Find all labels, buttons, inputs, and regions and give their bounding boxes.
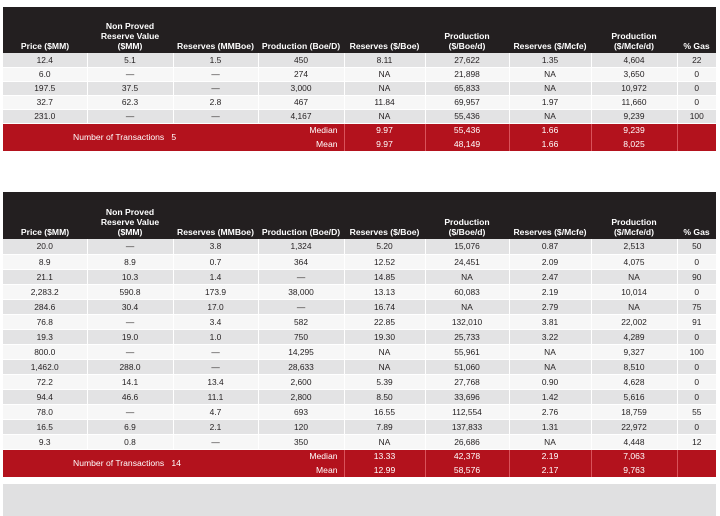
cell-production-per-boed: NA	[425, 269, 509, 284]
table-row	[3, 329, 716, 344]
cell-price: 78.0	[3, 404, 87, 419]
col-header-reserves-per-mcfe: Reserves ($/Mcfe)	[509, 7, 591, 53]
cell-price: 800.0	[3, 344, 87, 359]
median-reserves-per-mcfe: 2.19	[509, 449, 591, 463]
mean-production-per-boed: 48,149	[425, 137, 509, 151]
cell-non-proved-value: 14.1	[87, 374, 173, 389]
cell-price: 20.0	[3, 239, 87, 254]
cell-reserves-per-boe: 12.52	[344, 254, 425, 269]
median-production-per-mcfed: 9,239	[591, 123, 677, 137]
cell-pct-gas: 0	[677, 329, 716, 344]
table-row	[3, 344, 716, 359]
col-header-production-boed: Production (Boe/D)	[258, 7, 344, 53]
cell-reserves-per-boe: NA	[344, 109, 425, 123]
cell-production-per-mcfed: 4,289	[591, 329, 677, 344]
cell-reserves-per-mcfe: 0.87	[509, 239, 591, 254]
table-row	[3, 284, 716, 299]
cell-reserves-mmboe: —	[173, 109, 258, 123]
transactions-table-2	[3, 192, 716, 477]
cell-production-boed: 582	[258, 314, 344, 329]
cell-production-per-boed: NA	[425, 299, 509, 314]
cell-non-proved-value: —	[87, 404, 173, 419]
cell-production-per-boed: 65,833	[425, 81, 509, 95]
summary-row-median	[3, 449, 716, 463]
table-row	[3, 419, 716, 434]
table-1-header-row	[3, 7, 716, 53]
cell-reserves-per-boe: 16.74	[344, 299, 425, 314]
cell-price: 284.6	[3, 299, 87, 314]
cell-reserves-per-mcfe: NA	[509, 344, 591, 359]
cell-production-per-mcfed: 4,448	[591, 434, 677, 449]
cell-production-per-boed: 33,696	[425, 389, 509, 404]
transactions-count: 14	[171, 458, 181, 469]
cell-production-per-boed: 55,436	[425, 109, 509, 123]
cell-reserves-per-mcfe: 2.79	[509, 299, 591, 314]
cell-non-proved-value: —	[87, 344, 173, 359]
cell-reserves-mmboe: —	[173, 434, 258, 449]
cell-production-boed: 4,167	[258, 109, 344, 123]
cell-production-per-mcfed: NA	[591, 269, 677, 284]
median-label: Median	[258, 449, 344, 463]
cell-reserves-per-boe: 5.20	[344, 239, 425, 254]
cell-price: 12.4	[3, 53, 87, 67]
cell-production-per-boed: 137,833	[425, 419, 509, 434]
cell-production-per-boed: 27,622	[425, 53, 509, 67]
mean-reserves-per-boe: 9.97	[344, 137, 425, 151]
mean-empty	[677, 137, 716, 151]
table-2-summary	[3, 449, 716, 477]
cell-non-proved-value: 288.0	[87, 359, 173, 374]
cell-pct-gas: 100	[677, 109, 716, 123]
median-production-per-boed: 55,436	[425, 123, 509, 137]
cell-reserves-per-mcfe: NA	[509, 81, 591, 95]
cell-production-boed: 467	[258, 95, 344, 109]
cell-production-per-mcfed: 11,660	[591, 95, 677, 109]
cell-price: 72.2	[3, 374, 87, 389]
cell-pct-gas: 100	[677, 344, 716, 359]
table-row	[3, 374, 716, 389]
cell-reserves-per-boe: 16.55	[344, 404, 425, 419]
cell-pct-gas: 0	[677, 81, 716, 95]
cell-production-per-boed: 26,686	[425, 434, 509, 449]
cell-production-boed: 120	[258, 419, 344, 434]
cell-production-boed: 693	[258, 404, 344, 419]
cell-reserves-per-mcfe: NA	[509, 109, 591, 123]
cell-production-per-mcfed: 9,327	[591, 344, 677, 359]
cell-reserves-per-mcfe: 0.90	[509, 374, 591, 389]
cell-reserves-per-mcfe: NA	[509, 359, 591, 374]
cell-reserves-mmboe: —	[173, 344, 258, 359]
table-row	[3, 299, 716, 314]
cell-reserves-per-boe: NA	[344, 81, 425, 95]
cell-production-per-boed: 69,957	[425, 95, 509, 109]
cell-price: 9.3	[3, 434, 87, 449]
cell-non-proved-value: —	[87, 67, 173, 81]
table-1-summary	[3, 123, 716, 151]
cell-production-boed: 274	[258, 67, 344, 81]
col-header-reserves-per-mcfe: Reserves ($/Mcfe)	[509, 192, 591, 239]
cell-production-per-boed: 25,733	[425, 329, 509, 344]
cell-non-proved-value: 46.6	[87, 389, 173, 404]
col-header-production-per-boed: Production ($/Boe/d)	[425, 192, 509, 239]
cell-production-per-mcfed: 22,972	[591, 419, 677, 434]
cell-reserves-per-mcfe: 2.76	[509, 404, 591, 419]
cell-production-per-mcfed: 18,759	[591, 404, 677, 419]
table-row	[3, 254, 716, 269]
cell-reserves-per-boe: NA	[344, 359, 425, 374]
cell-pct-gas: 91	[677, 314, 716, 329]
cell-reserves-mmboe: 1.4	[173, 269, 258, 284]
cell-reserves-per-mcfe: 2.19	[509, 284, 591, 299]
cell-price: 197.5	[3, 81, 87, 95]
cell-non-proved-value: 30.4	[87, 299, 173, 314]
table-row	[3, 434, 716, 449]
mean-reserves-per-mcfe: 1.66	[509, 137, 591, 151]
cell-reserves-per-boe: 8.50	[344, 389, 425, 404]
cell-non-proved-value: 10.3	[87, 269, 173, 284]
table-row	[3, 269, 716, 284]
mean-reserves-per-boe: 12.99	[344, 463, 425, 477]
col-header-reserves-mmboe: Reserves (MMBoe)	[173, 192, 258, 239]
table-row	[3, 53, 716, 67]
cell-price: 94.4	[3, 389, 87, 404]
cell-production-boed: —	[258, 299, 344, 314]
table-row	[3, 239, 716, 254]
footer-band	[3, 484, 716, 516]
cell-reserves-per-mcfe: 2.47	[509, 269, 591, 284]
cell-reserves-per-boe: 5.39	[344, 374, 425, 389]
median-reserves-per-boe: 9.97	[344, 123, 425, 137]
mean-reserves-per-mcfe: 2.17	[509, 463, 591, 477]
col-header-price: Price ($MM)	[3, 192, 87, 239]
transactions-label: Number of Transactions	[73, 458, 165, 469]
cell-non-proved-value: 0.8	[87, 434, 173, 449]
cell-reserves-per-mcfe: NA	[509, 434, 591, 449]
cell-price: 16.5	[3, 419, 87, 434]
cell-reserves-per-mcfe: 3.81	[509, 314, 591, 329]
cell-production-boed: 3,000	[258, 81, 344, 95]
cell-reserves-per-boe: 8.11	[344, 53, 425, 67]
cell-production-boed: 1,324	[258, 239, 344, 254]
col-header-reserves-per-boe: Reserves ($/Boe)	[344, 7, 425, 53]
table-row	[3, 389, 716, 404]
cell-reserves-per-boe: 7.89	[344, 419, 425, 434]
cell-non-proved-value: 19.0	[87, 329, 173, 344]
cell-reserves-mmboe: —	[173, 81, 258, 95]
median-empty	[677, 449, 716, 463]
cell-non-proved-value: 5.1	[87, 53, 173, 67]
table-row	[3, 109, 716, 123]
transactions-count-cell	[3, 123, 258, 151]
cell-production-per-boed: 112,554	[425, 404, 509, 419]
cell-reserves-per-boe: 22.85	[344, 314, 425, 329]
cell-reserves-per-boe: NA	[344, 344, 425, 359]
cell-reserves-mmboe: 13.4	[173, 374, 258, 389]
cell-production-boed: 38,000	[258, 284, 344, 299]
cell-price: 19.3	[3, 329, 87, 344]
cell-reserves-mmboe: 11.1	[173, 389, 258, 404]
cell-production-boed: —	[258, 269, 344, 284]
cell-reserves-mmboe: 17.0	[173, 299, 258, 314]
cell-price: 32.7	[3, 95, 87, 109]
cell-pct-gas: 0	[677, 284, 716, 299]
cell-reserves-mmboe: 4.7	[173, 404, 258, 419]
table-row	[3, 359, 716, 374]
col-header-pct-gas: % Gas	[677, 7, 716, 53]
cell-reserves-mmboe: 0.7	[173, 254, 258, 269]
cell-production-per-boed: 55,961	[425, 344, 509, 359]
col-header-reserves-per-boe: Reserves ($/Boe)	[344, 192, 425, 239]
cell-production-boed: 750	[258, 329, 344, 344]
cell-production-boed: 28,633	[258, 359, 344, 374]
cell-non-proved-value: —	[87, 239, 173, 254]
col-header-production-per-boed: Production ($/Boe/d)	[425, 7, 509, 53]
col-header-non-proved-value: Non Proved Reserve Value ($MM)	[87, 7, 173, 53]
cell-reserves-per-mcfe: 3.22	[509, 329, 591, 344]
cell-production-boed: 350	[258, 434, 344, 449]
cell-production-boed: 364	[258, 254, 344, 269]
table-row	[3, 95, 716, 109]
cell-reserves-per-boe: NA	[344, 434, 425, 449]
cell-pct-gas: 55	[677, 404, 716, 419]
cell-production-per-mcfed: 4,628	[591, 374, 677, 389]
table-1-body	[3, 53, 716, 123]
mean-production-per-boed: 58,576	[425, 463, 509, 477]
table-2-header-row	[3, 192, 716, 239]
mean-empty	[677, 463, 716, 477]
cell-production-per-mcfed: NA	[591, 299, 677, 314]
cell-production-per-boed: 21,898	[425, 67, 509, 81]
cell-non-proved-value: 8.9	[87, 254, 173, 269]
cell-production-per-mcfed: 9,239	[591, 109, 677, 123]
cell-production-boed: 2,800	[258, 389, 344, 404]
cell-production-per-mcfed: 22,002	[591, 314, 677, 329]
col-header-price: Price ($MM)	[3, 7, 87, 53]
median-label: Median	[258, 123, 344, 137]
cell-non-proved-value: 590.8	[87, 284, 173, 299]
cell-non-proved-value: —	[87, 314, 173, 329]
cell-production-boed: 450	[258, 53, 344, 67]
col-header-pct-gas: % Gas	[677, 192, 716, 239]
mean-label: Mean	[258, 463, 344, 477]
median-reserves-per-boe: 13.33	[344, 449, 425, 463]
cell-reserves-per-mcfe: 1.35	[509, 53, 591, 67]
cell-pct-gas: 0	[677, 419, 716, 434]
cell-production-boed: 2,600	[258, 374, 344, 389]
median-reserves-per-mcfe: 1.66	[509, 123, 591, 137]
cell-reserves-mmboe: 2.1	[173, 419, 258, 434]
cell-reserves-mmboe: 173.9	[173, 284, 258, 299]
median-empty	[677, 123, 716, 137]
cell-production-per-mcfed: 10,972	[591, 81, 677, 95]
cell-production-per-mcfed: 8,510	[591, 359, 677, 374]
cell-price: 231.0	[3, 109, 87, 123]
cell-reserves-per-boe: 19.30	[344, 329, 425, 344]
cell-reserves-mmboe: 2.8	[173, 95, 258, 109]
cell-non-proved-value: 6.9	[87, 419, 173, 434]
cell-reserves-per-mcfe: 1.97	[509, 95, 591, 109]
table-row	[3, 67, 716, 81]
cell-pct-gas: 22	[677, 53, 716, 67]
cell-reserves-per-mcfe: NA	[509, 67, 591, 81]
cell-production-per-mcfed: 5,616	[591, 389, 677, 404]
cell-reserves-mmboe: 1.5	[173, 53, 258, 67]
cell-reserves-mmboe: —	[173, 67, 258, 81]
cell-pct-gas: 50	[677, 239, 716, 254]
transactions-count-cell	[3, 449, 258, 477]
cell-reserves-per-mcfe: 1.42	[509, 389, 591, 404]
col-header-reserves-mmboe: Reserves (MMBoe)	[173, 7, 258, 53]
cell-reserves-per-mcfe: 2.09	[509, 254, 591, 269]
cell-reserves-mmboe: 3.8	[173, 239, 258, 254]
cell-production-per-boed: 132,010	[425, 314, 509, 329]
cell-reserves-per-boe: 11.84	[344, 95, 425, 109]
col-header-production-per-mcfed: Production ($/Mcfe/d)	[591, 7, 677, 53]
cell-production-per-mcfed: 2,513	[591, 239, 677, 254]
cell-reserves-per-boe: NA	[344, 67, 425, 81]
cell-production-per-boed: 51,060	[425, 359, 509, 374]
cell-production-per-boed: 15,076	[425, 239, 509, 254]
transactions-table-1	[3, 7, 716, 151]
transactions-label: Number of Transactions	[73, 132, 165, 143]
median-production-per-mcfed: 7,063	[591, 449, 677, 463]
median-production-per-boed: 42,378	[425, 449, 509, 463]
cell-price: 8.9	[3, 254, 87, 269]
mean-label: Mean	[258, 137, 344, 151]
mean-production-per-mcfed: 8,025	[591, 137, 677, 151]
cell-pct-gas: 90	[677, 269, 716, 284]
cell-reserves-mmboe: —	[173, 359, 258, 374]
cell-production-per-boed: 60,083	[425, 284, 509, 299]
cell-production-per-boed: 24,451	[425, 254, 509, 269]
col-header-non-proved-value: Non Proved Reserve Value ($MM)	[87, 192, 173, 239]
cell-non-proved-value: 62.3	[87, 95, 173, 109]
cell-pct-gas: 0	[677, 95, 716, 109]
cell-production-per-mcfed: 10,014	[591, 284, 677, 299]
col-header-production-per-mcfed: Production ($/Mcfe/d)	[591, 192, 677, 239]
cell-pct-gas: 12	[677, 434, 716, 449]
cell-reserves-per-boe: 14.85	[344, 269, 425, 284]
cell-non-proved-value: 37.5	[87, 81, 173, 95]
cell-reserves-per-boe: 13.13	[344, 284, 425, 299]
cell-non-proved-value: —	[87, 109, 173, 123]
transactions-count: 5	[171, 132, 177, 143]
table-row	[3, 404, 716, 419]
cell-reserves-mmboe: 3.4	[173, 314, 258, 329]
cell-price: 76.8	[3, 314, 87, 329]
table-2-body	[3, 239, 716, 449]
cell-production-per-mcfed: 4,604	[591, 53, 677, 67]
cell-pct-gas: 0	[677, 67, 716, 81]
cell-reserves-mmboe: 1.0	[173, 329, 258, 344]
cell-production-per-mcfed: 4,075	[591, 254, 677, 269]
cell-pct-gas: 0	[677, 254, 716, 269]
cell-production-per-boed: 27,768	[425, 374, 509, 389]
cell-price: 21.1	[3, 269, 87, 284]
col-header-production-boed: Production (Boe/D)	[258, 192, 344, 239]
cell-production-boed: 14,295	[258, 344, 344, 359]
summary-row-median	[3, 123, 716, 137]
cell-pct-gas: 0	[677, 374, 716, 389]
table-row	[3, 314, 716, 329]
cell-pct-gas: 0	[677, 389, 716, 404]
cell-pct-gas: 75	[677, 299, 716, 314]
cell-pct-gas: 0	[677, 359, 716, 374]
table-row	[3, 81, 716, 95]
cell-price: 2,283.2	[3, 284, 87, 299]
cell-reserves-per-mcfe: 1.31	[509, 419, 591, 434]
cell-price: 1,462.0	[3, 359, 87, 374]
cell-price: 6.0	[3, 67, 87, 81]
cell-production-per-mcfed: 3,650	[591, 67, 677, 81]
mean-production-per-mcfed: 9,763	[591, 463, 677, 477]
